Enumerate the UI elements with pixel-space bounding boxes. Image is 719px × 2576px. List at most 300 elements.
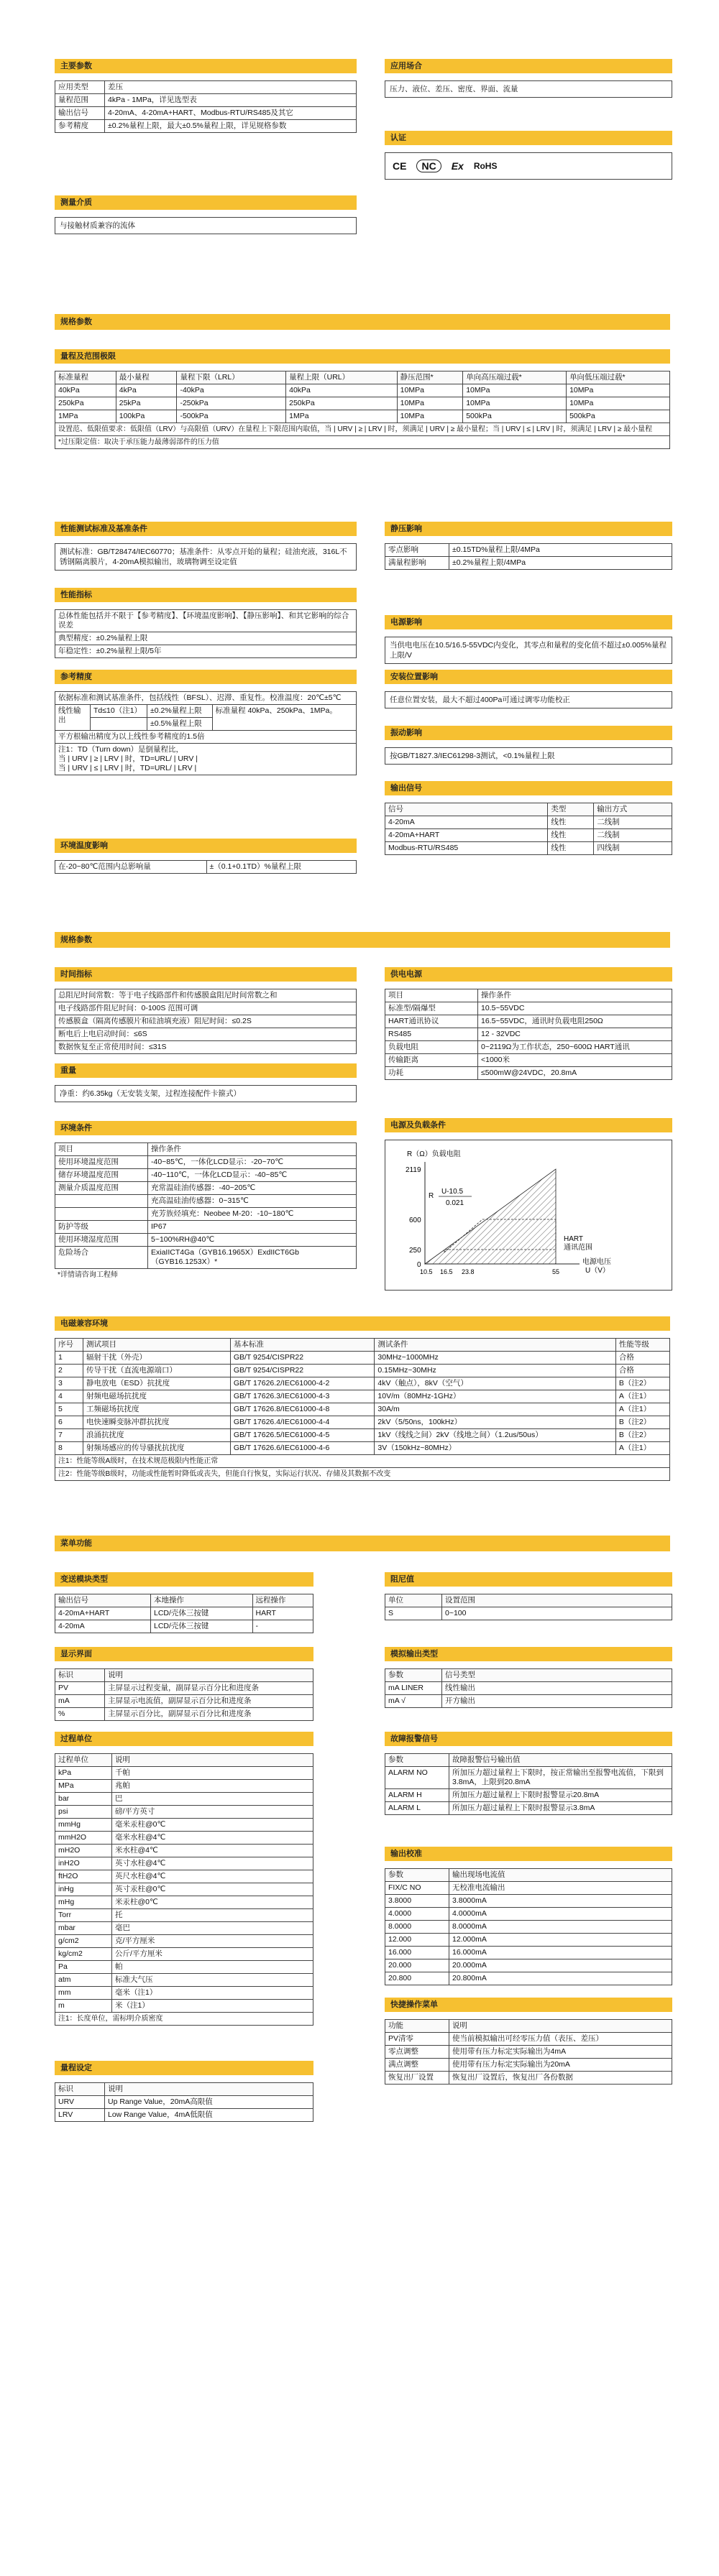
table-cell: GB/T 9254/CISPR22 [230,1365,375,1377]
table-cell: -40~85℃，一体化LCD显示：-20~70℃ [148,1156,357,1169]
table-row [55,1403,670,1416]
table-cell: 4 [55,1390,83,1403]
table-cell: 20.000 [385,1959,449,1972]
table-cell: 米汞柱@0℃ [112,1896,313,1909]
table-cell: 30A/m [375,1403,615,1416]
ref-accuracy [55,670,357,775]
table-cell: 危险场合 [55,1247,148,1269]
perf-std-text: 测试标准：GB/T28474/IEC60770；基准条件：从零点开始的量程；硅油充液，316L不锈钢隔离膜片，4-20mA模拟输出，玻璃物调至设定值 [55,543,357,571]
table-row [55,610,357,632]
menu-section-bar: 菜单功能 [55,1536,670,1551]
table-cell: 总阻尼时间常数：等于电子线路部件和传感膜盒阻尼时间常数之和 [55,989,357,1002]
hart-label-2: 通讯范围 [564,1244,592,1252]
table-row [385,1947,672,1959]
table-cell: 线性输出 [442,1682,672,1695]
range-header: 量程及范围极限 [55,349,670,364]
table-cell: 10MPa [567,384,670,397]
application-text: 压力、液位、差压、密度、界面、流量 [385,80,672,98]
header-cell: 输出方式 [594,803,672,816]
table-cell: 线性 [548,842,594,855]
accuracy-header: 参考精度 [55,670,357,684]
table-cell: mH2O [55,1845,112,1857]
table-cell: GB/T 17626.8/IEC61000-4-8 [230,1403,375,1416]
table-cell: 零点调整 [385,2046,449,2059]
table-row [385,2046,672,2059]
table-cell: A（注1） [615,1403,669,1416]
main-params-header: 主要参数 [55,59,357,73]
table-cell: RS485 [385,1028,478,1041]
header-cell: 量程上限（URL） [286,371,398,384]
env-header: 环境条件 [55,1121,357,1135]
weight-header: 重量 [55,1063,357,1078]
y-tick-600: 600 [409,1217,421,1224]
table-cell: 项目 [55,1143,148,1156]
table-cell: 英寸水柱@4℃ [112,1857,313,1870]
table-cell: 3V（150kHz~80MHz） [375,1442,615,1455]
table-row [55,1143,357,1156]
table-cell: 8.0000mA [449,1921,672,1934]
table-cell: 4-20mA+HART [385,829,548,842]
load-chart-box [385,1140,672,1291]
table-cell [55,1208,148,1221]
table-row [55,2109,313,2122]
table-cell: 充芳族烃填充：Neobee M-20：-10~180℃ [148,1208,357,1221]
table-row [55,1195,357,1208]
table-row [55,1352,670,1365]
table-cell: 巴 [112,1793,313,1806]
static-pressure [385,522,672,570]
table-cell: Low Range Value，4mA低限值 [105,2109,313,2122]
table-cell: 10.5~55VDC [478,1002,672,1015]
table-row [385,2033,672,2046]
header-cell: 单向低压端过载* [567,371,670,384]
cert-logos [385,152,672,180]
table-cell: 25kPa [116,397,177,410]
load-header: 电源及负载条件 [385,1118,672,1132]
table-cell: LRV [55,2109,105,2122]
header-cell: 参数 [385,1754,449,1767]
table-row [55,1857,313,1870]
table-cell: B（注2） [615,1377,669,1390]
table-cell: 毫米水柱@4℃ [112,1832,313,1845]
formula-top: U-10.5 [441,1188,464,1196]
table-cell: GB/T 17626.2/IEC61000-4-2 [230,1377,375,1390]
vib-header: 振动影响 [385,726,672,740]
emc-header: 电磁兼容环境 [55,1316,670,1331]
table-cell: GB/T 9254/CISPR22 [230,1352,375,1365]
aout-table [385,1668,672,1708]
table-row [385,1015,672,1028]
y-tick-0: 0 [417,1261,421,1269]
table-row [385,2059,672,2072]
accuracy-r1: 标准量程 40kPa、250kPa、1MPa。 [212,705,356,731]
table-cell: 20.800mA [449,1972,672,1985]
medium [55,195,357,234]
table-cell: 项目 [385,989,478,1002]
table-cell: ALARM NO [385,1767,449,1789]
table-cell: 10MPa [397,384,463,397]
table-cell: 500kPa [567,410,670,423]
table-cell: 射频场感应的传导骚扰抗扰度 [83,1442,231,1455]
table-cell: HART通讯协议 [385,1015,478,1028]
table-cell: 断电后上电启动时间：≤6S [55,1028,357,1041]
x-label-1: 电源电压 [582,1258,611,1266]
table-cell: 磅/平方英寸 [112,1806,313,1819]
table-row [55,1416,670,1429]
table-cell: g/cm2 [55,1935,112,1948]
header-cell: 性能等级 [615,1339,669,1352]
table-cell: 年稳定性：±0.2%量程上限/5年 [55,645,357,658]
table-cell: inHg [55,1883,112,1896]
table-cell: 所加压力超过量程上下限时，按正常输出至报警电流值，下限到3.8mA，上限到20.8mA [449,1767,672,1789]
table-cell: 线性 [548,816,594,829]
main-params [55,59,357,133]
emc-table [55,1338,670,1455]
y-tick-2119: 2119 [406,1166,421,1174]
table-cell: 主屏显示过程变量，副屏显示百分比和进度条 [105,1682,313,1695]
table-cell: 毫米汞柱@0℃ [112,1819,313,1832]
disp-header: 显示界面 [55,1647,313,1661]
perf-std-header: 性能测试标准及基准条件 [55,522,357,536]
table-cell: mA √ [385,1695,442,1708]
table-cell: atm [55,1974,112,1987]
table-cell: 4.0000mA [449,1908,672,1921]
table-cell: 兆帕 [112,1780,313,1793]
header-cell: 输出现场电流值 [449,1869,672,1882]
table-cell: 毫巴 [112,1922,313,1935]
table-row [55,645,357,658]
table-header-row [385,1594,672,1607]
table-cell: ≤500mW@24VDC，20.8mA [478,1067,672,1080]
table-header-row [385,1669,672,1682]
table-cell: 8 [55,1442,83,1455]
header-cell: 说明 [105,1669,313,1682]
table-row [385,1682,672,1695]
header-cell: 本地操作 [151,1594,253,1607]
table-cell: A（注1） [615,1390,669,1403]
header-cell: 单向高压端过载* [463,371,567,384]
table-row [55,107,357,120]
table-header-row [385,2020,672,2033]
emc-note-2: 注2：性能等级B级时，功能或性能暂时降低或丧失，但能自行恢复，实际运行状况、存储及其数据不改变 [55,1468,670,1481]
table-row [385,1002,672,1015]
load-chart [385,1140,672,1290]
table-cell: 使当前模拟输出可经零压力值（表压、差压） [449,2033,672,2046]
header-cell: 基本标准 [230,1339,375,1352]
table-row [385,829,672,842]
vibration [385,726,672,765]
table-cell: B（注2） [615,1416,669,1429]
table-row [385,1054,672,1067]
table-cell [55,1195,148,1208]
table-cell: 12.000mA [449,1934,672,1947]
table-cell: 40kPa [286,384,398,397]
table-cell: 托 [112,1909,313,1922]
table-cell: -500kPa [177,410,286,423]
table-cell: 储存环境温度范围 [55,1169,148,1182]
damp-table [385,1594,672,1620]
power-effect-header: 电源影响 [385,615,672,629]
header-cell: 标准量程 [55,371,116,384]
medium-header: 测量介质 [55,195,357,210]
table-cell: 应用类型 [55,81,105,94]
table-cell: 电子线路部件阻尼时间：0-100S 范围可调 [55,1002,357,1015]
table-row [55,1793,313,1806]
header-cell: 静压范围* [397,371,463,384]
table-header-row [55,2083,313,2096]
table-cell: 16.000mA [449,1947,672,1959]
table-cell: 100kPa [116,410,177,423]
table-row [55,1620,313,1633]
table-cell: mmHg [55,1819,112,1832]
table-row [55,1182,357,1195]
table-row [385,1882,672,1895]
quick-table [385,2019,672,2085]
header-cell: 说明 [112,1754,313,1767]
table-row [55,1429,670,1442]
table-cell: 合格 [615,1352,669,1365]
table-cell: 0~100 [442,1607,672,1620]
table-cell: 传感膜盒（隔离传感膜片和硅油填充液）阻尼时间：≤0.2S [55,1015,357,1028]
table-cell: 负载电阻 [385,1041,478,1054]
table-cell: ±0.15TD%量程上限/4MPa [449,544,672,557]
table-cell: 米水柱@4℃ [112,1845,313,1857]
emc-note-1: 注1：性能等级A级时，在技术规范极限内性能正常 [55,1455,670,1468]
table-cell: 7 [55,1429,83,1442]
display [55,1647,313,1721]
performance [55,588,357,658]
quick-header: 快捷操作菜单 [385,1998,672,2012]
table-row [55,94,357,107]
table-row [385,1695,672,1708]
table-cell: 操作条件 [478,989,672,1002]
range-set [55,2061,313,2122]
table-cell: % [55,1708,105,1721]
table-cell: 1MPa [286,410,398,423]
accuracy-sqrt: 平方根输出精度为以上线性参考精度的1.5倍 [55,731,357,744]
table-cell: ALARM H [385,1789,449,1802]
table-cell: 满量程影响 [385,557,449,570]
table-cell: 测量介质温度范围 [55,1182,148,1195]
table-cell: 主屏显示电流值，副屏显示百分比和进度条 [105,1695,313,1708]
accuracy-note-3: 当 | URV | ≤ | LRV | 时，TD=URL/ | LRV | [58,764,197,772]
table-cell: 克/平方厘米 [112,1935,313,1948]
table-row [55,1922,313,1935]
var-header: 变送模块类型 [55,1572,313,1587]
table-cell: GB/T 17626.5/IEC61000-4-5 [230,1429,375,1442]
table-row [385,1067,672,1080]
header-cell: 功能 [385,2020,449,2033]
accuracy-table [55,691,357,775]
header-cell: 标识 [55,2083,105,2096]
table-row [55,1974,313,1987]
table-cell: Pa [55,1961,112,1974]
fixed-header: 输出校准 [385,1847,672,1861]
env-note: *详情请咨询工程师 [58,1271,118,1279]
envtemp-c1: 在-20~80℃范围内总影响量 [55,861,207,874]
table-cell: 帕 [112,1961,313,1974]
table-cell: 使用带有压力标定实际输出为4mA [449,2046,672,2059]
table-row [55,1961,313,1974]
table-cell: 总体性能包括并不限于【参考精度】、【环境温度影响】、【静压影响】、和其它影响的综合误差 [55,610,357,632]
table-cell: 输出信号 [55,107,105,120]
table-row [55,1442,670,1455]
power-supply [385,967,672,1080]
table-cell: S [385,1607,442,1620]
table-cell: 12 - 32VDC [478,1028,672,1041]
table-cell: 恢复出厂设置后，恢复出厂各份数据 [449,2072,672,2085]
power-effect-text: 当供电电压在10.5/16.5-55VDC内变化，其零点和量程的变化值不超过±0.005%量程上限/V [385,637,672,664]
table-row [385,1767,672,1789]
x-tick-0: 10.5 [420,1268,433,1275]
accuracy-lin: 线性输出 [55,705,91,731]
header-cell: 测试条件 [375,1339,615,1352]
table-cell: 8.0000 [385,1921,449,1934]
spec-section-bar: 规格参数 [55,314,670,330]
table-row [55,1896,313,1909]
table-cell: m [55,2000,112,2013]
process-unit [55,1732,313,2026]
table-cell: 3.8000 [385,1895,449,1908]
table-cell: GB/T 17626.3/IEC61000-4-3 [230,1390,375,1403]
alarm [385,1732,672,1815]
table-row [55,1002,357,1015]
perf-table [55,609,357,658]
table-cell: PV [55,1682,105,1695]
envtemp-table [55,860,357,874]
time-header: 时间指标 [55,967,357,982]
table-cell: 公斤/平方厘米 [112,1948,313,1961]
table-cell: 静电放电（ESD）抗扰度 [83,1377,231,1390]
range-table [55,371,670,423]
table-row [55,1028,357,1041]
x-tick-3: 55 [552,1268,560,1275]
table-row [55,1708,313,1721]
env-conditions [55,1121,357,1281]
main-params-table [55,80,357,133]
table-cell: 10MPa [397,410,463,423]
rangeset-header: 量程设定 [55,2061,313,2075]
table-cell: bar [55,1793,112,1806]
mount-effect [385,670,672,708]
table-row [55,632,357,645]
table-row [55,1870,313,1883]
table-cell: 传导干扰（直流电源端口） [83,1365,231,1377]
table-cell: -250kPa [177,397,286,410]
accuracy-notes [55,744,357,775]
table-cell: 数据恢复至正常使用时间：≤31S [55,1041,357,1054]
table-row [55,1041,357,1054]
disp-table [55,1668,313,1721]
table-cell: 充高温硅油传感器：0~315℃ [148,1195,357,1208]
table-cell: 标准大气压 [112,1974,313,1987]
fixed-table [385,1868,672,1985]
table-cell: <1000米 [478,1054,672,1067]
mount-header: 安装位置影响 [385,670,672,684]
table-cell: 传输距离 [385,1054,478,1067]
mount-text: 任意位置安装，最大不超过400Pa可通过调零功能校正 [385,691,672,708]
table-row [55,989,357,1002]
env-table [55,1142,357,1269]
x-tick-2: 23.8 [462,1268,475,1275]
table-cell: 线性 [548,829,594,842]
time-index [55,967,357,1054]
table-row [385,1959,672,1972]
table-cell: 30MHz~1000MHz [375,1352,615,1365]
table-row [385,1028,672,1041]
static-header: 静压影响 [385,522,672,536]
table-cell: 四线制 [594,842,672,855]
header-cell: 信号 [385,803,548,816]
table-row [55,1909,313,1922]
table-cell: LCD/壳体三按键 [151,1620,253,1633]
medium-text: 与接触材质兼容的流体 [55,217,357,234]
x-label-2: U（V） [585,1267,610,1275]
table-row [55,1832,313,1845]
header-cell: 过程单位 [55,1754,112,1767]
table-cell: 所加压力超过量程上下限时报警显示20.8mA [449,1789,672,1802]
table-row [385,989,672,1002]
header-cell: 输出信号 [55,1594,151,1607]
r-label: R [429,1192,434,1200]
header-cell: 量程下限（LRL） [177,371,286,384]
table-cell: 英寸汞柱@0℃ [112,1883,313,1896]
table-header-row [55,371,670,384]
table-header-row [385,1754,672,1767]
table-cell: 3 [55,1377,83,1390]
static-table [385,543,672,570]
header-cell: 故障报警信号输出值 [449,1754,672,1767]
table-cell: 无校准电流输出 [449,1882,672,1895]
spec2-section-bar: 规格参数 [55,932,670,948]
table-row [55,1221,357,1234]
vib-text: 按GB/T1827.3/IEC61298-3测试，<0.1%量程上限 [385,747,672,765]
table-cell: 1 [55,1352,83,1365]
load-condition [385,1118,672,1291]
table-row [385,1802,672,1815]
perf-std [55,522,357,571]
table-cell: 16.5~55VDC，通讯时负载电阻250Ω [478,1015,672,1028]
table-cell: 二线制 [594,816,672,829]
header-cell: 说明 [449,2020,672,2033]
table-cell: 4kV（触点），8kV（空气） [375,1377,615,1390]
header-cell: 远程操作 [252,1594,313,1607]
table-cell: 10V/m（80MHz-1GHz） [375,1390,615,1403]
table-cell: 射频电磁场抗扰度 [83,1390,231,1403]
table-row [55,1883,313,1896]
table-row [55,1780,313,1793]
table-cell: 千帕 [112,1767,313,1780]
table-cell: 4-20mA [385,816,548,829]
table-cell: ALARM L [385,1802,449,1815]
table-cell: Torr [55,1909,112,1922]
table-cell: - [252,1620,313,1633]
table-cell: 合格 [615,1365,669,1377]
table-cell: 恢复出厂设置 [385,2072,449,2085]
table-cell: PV清零 [385,2033,449,2046]
table-cell: 主屏显示百分比，副屏显示百分比和进度条 [105,1708,313,1721]
hart-label-1: HART [564,1235,584,1243]
header-cell: 说明 [105,2083,313,2096]
table-cell: 使用环境温度范围 [55,1156,148,1169]
table-row [55,1695,313,1708]
rohs-logo: RoHS [473,161,498,171]
header-cell: 最小量程 [116,371,177,384]
table-cell: 米（注1） [112,2000,313,2013]
damp-header: 阻尼值 [385,1572,672,1587]
table-row [385,1789,672,1802]
table-cell: 辐射干扰（外壳） [83,1352,231,1365]
